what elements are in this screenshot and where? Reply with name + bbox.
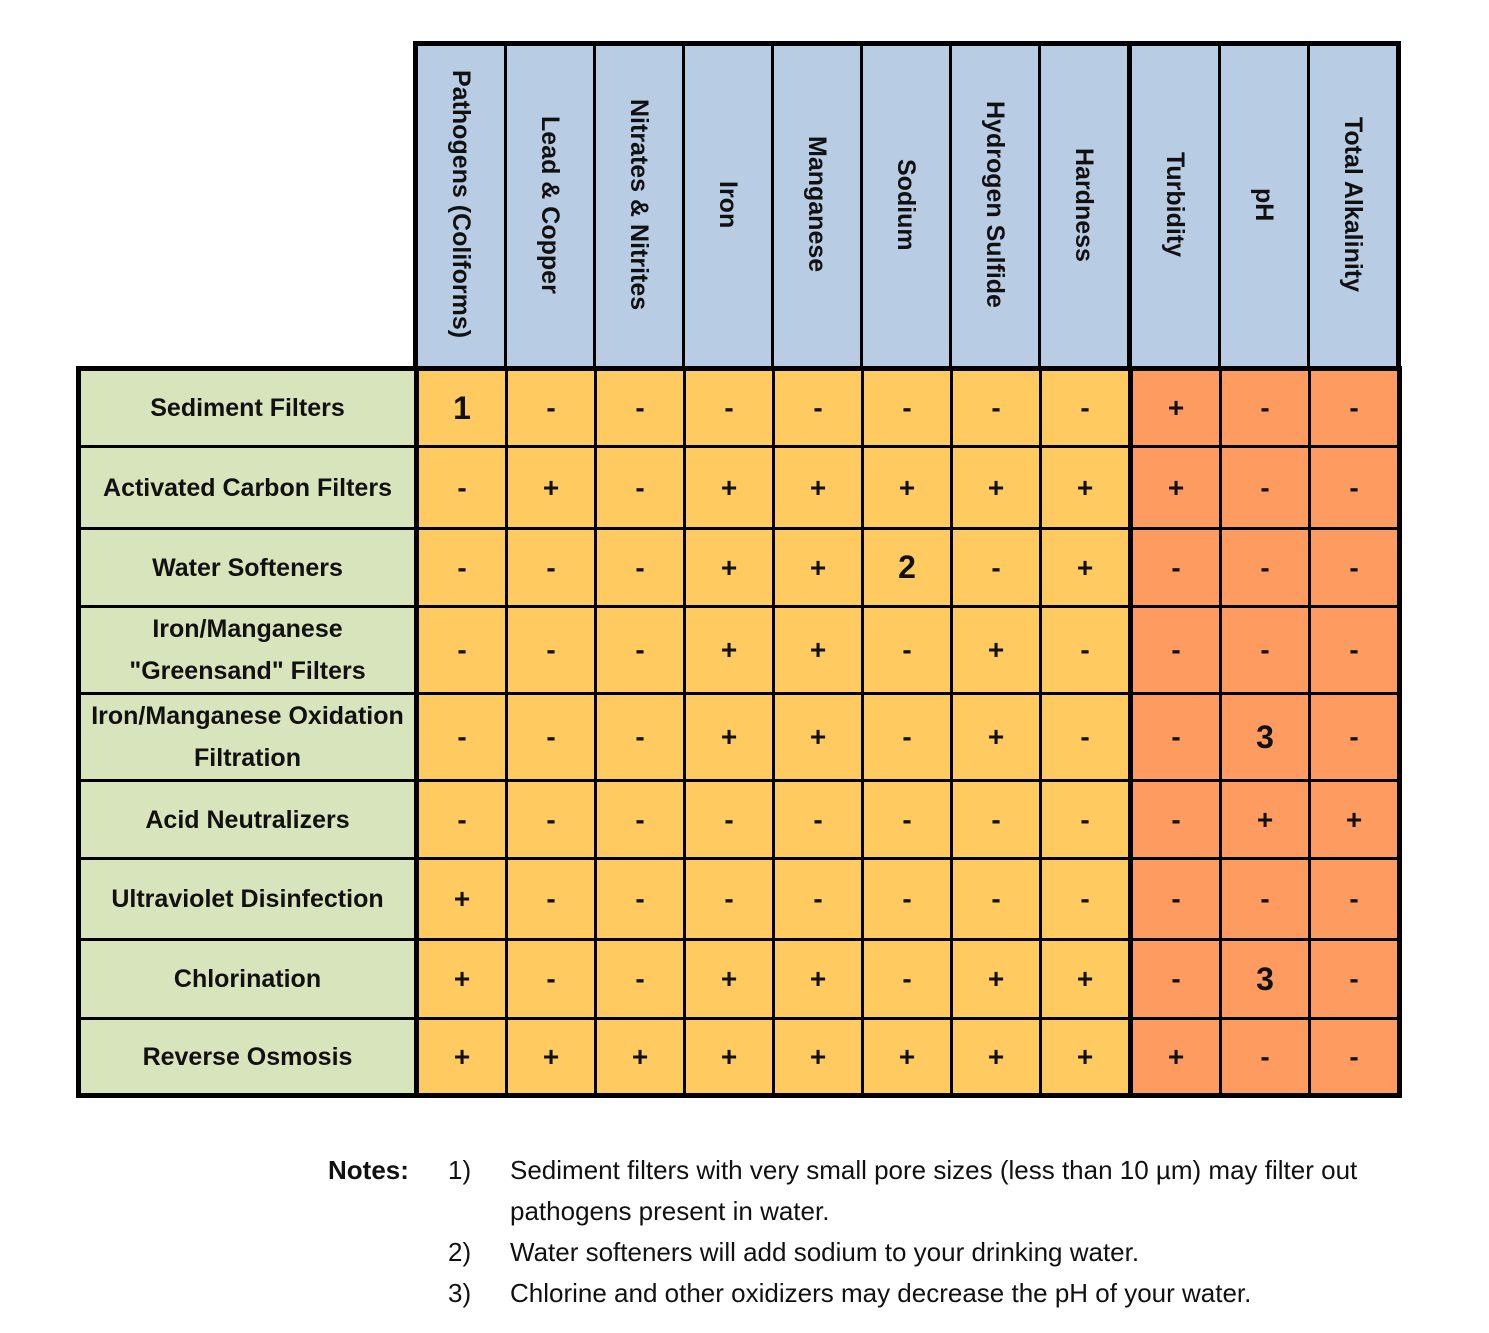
rating-cell: - xyxy=(774,781,863,859)
rating-cell: - xyxy=(1041,694,1131,781)
rating-cell: - xyxy=(507,529,596,607)
rating-cell: - xyxy=(1221,859,1310,940)
rating-cell: - xyxy=(1221,447,1310,529)
treatment-table xyxy=(76,366,1402,1098)
rating-cell: - xyxy=(1310,447,1400,529)
rating-cell: 3 xyxy=(1221,694,1310,781)
rating-cell: + xyxy=(1041,940,1131,1019)
rating-cell: + xyxy=(952,694,1041,781)
rating-cell: + xyxy=(1041,529,1131,607)
rating-cell: - xyxy=(507,859,596,940)
rating-cell: - xyxy=(596,781,685,859)
note-text: Chlorine and other oxidizers may decrease the pH of your water. xyxy=(510,1278,1252,1308)
rating-cell: + xyxy=(1041,1019,1131,1096)
column-header xyxy=(862,44,951,370)
column-header-label: Pathogens (Coliforms) xyxy=(447,70,475,339)
rating-cell: - xyxy=(952,781,1041,859)
rating-cell: - xyxy=(417,607,507,694)
rating-cell: - xyxy=(507,781,596,859)
column-header-label: pH xyxy=(1250,187,1278,222)
note-number: 3) xyxy=(448,1278,472,1308)
row-label: Iron/Manganese Oxidation Filtration xyxy=(79,694,417,781)
rating-cell: + xyxy=(685,447,774,529)
rating-cell: + xyxy=(685,940,774,1019)
rating-cell: + xyxy=(774,694,863,781)
table-row xyxy=(79,859,1400,940)
rating-cell: + xyxy=(952,940,1041,1019)
table-row xyxy=(79,694,1400,781)
rating-cell: - xyxy=(774,369,863,447)
rating-cell: - xyxy=(952,859,1041,940)
rating-cell: + xyxy=(952,1019,1041,1096)
rating-cell: - xyxy=(1041,781,1131,859)
rating-cell: + xyxy=(417,940,507,1019)
table-row xyxy=(79,529,1400,607)
row-label: Reverse Osmosis xyxy=(79,1019,417,1096)
row-label: Iron/Manganese "Greensand" Filters xyxy=(79,607,417,694)
rating-cell: - xyxy=(596,940,685,1019)
column-header-label: Hardness xyxy=(1070,147,1098,262)
rating-cell: + xyxy=(596,1019,685,1096)
rating-cell: - xyxy=(952,529,1041,607)
column-header xyxy=(1309,44,1399,370)
table-row xyxy=(79,369,1400,447)
rating-cell: - xyxy=(1310,940,1400,1019)
rating-cell: 3 xyxy=(1221,940,1310,1019)
notes-label: Notes: xyxy=(328,1155,409,1185)
rating-cell: + xyxy=(507,447,596,529)
column-header xyxy=(506,44,595,370)
rating-cell: + xyxy=(685,694,774,781)
rating-cell: - xyxy=(417,529,507,607)
rating-cell: + xyxy=(1131,369,1221,447)
rating-cell: - xyxy=(1310,529,1400,607)
rating-cell: + xyxy=(952,447,1041,529)
rating-cell: - xyxy=(685,369,774,447)
rating-cell: - xyxy=(1131,607,1221,694)
rating-cell: - xyxy=(417,781,507,859)
column-header xyxy=(1220,44,1309,370)
rating-cell: - xyxy=(863,940,952,1019)
rating-cell: - xyxy=(685,859,774,940)
table-row xyxy=(79,607,1400,694)
column-header xyxy=(951,44,1040,370)
rating-cell: - xyxy=(1310,369,1400,447)
rating-cell: - xyxy=(1221,369,1310,447)
rating-cell: - xyxy=(863,781,952,859)
column-header-label: Sodium xyxy=(892,158,920,251)
column-header-label: Iron xyxy=(714,180,742,229)
rating-cell: - xyxy=(1310,607,1400,694)
rating-cell: - xyxy=(952,369,1041,447)
rating-cell: + xyxy=(774,529,863,607)
rating-cell: - xyxy=(863,694,952,781)
column-header-label: Lead & Copper xyxy=(536,115,564,294)
column-header-label: Hydrogen Sulfide xyxy=(981,101,1009,308)
table-row xyxy=(79,447,1400,529)
table-row xyxy=(79,1019,1400,1096)
rating-cell: + xyxy=(774,1019,863,1096)
rating-cell: - xyxy=(1310,859,1400,940)
rating-cell: - xyxy=(1131,694,1221,781)
row-label: Water Softeners xyxy=(79,529,417,607)
column-header-label: Manganese xyxy=(803,136,831,273)
rating-cell: - xyxy=(1131,940,1221,1019)
rating-cell: 2 xyxy=(863,529,952,607)
rating-cell: - xyxy=(1310,1019,1400,1096)
column-header-row xyxy=(413,41,1401,371)
rating-cell: + xyxy=(1310,781,1400,859)
note-text: Sediment filters with very small pore sizes (less than 10 µm) may filter out pathogens present in water. xyxy=(510,1155,1358,1226)
column-header-label: Total Alkalinity xyxy=(1339,116,1367,293)
rating-cell: + xyxy=(774,607,863,694)
rating-cell: + xyxy=(863,447,952,529)
rating-cell: - xyxy=(863,859,952,940)
rating-cell: + xyxy=(417,859,507,940)
row-label: Sediment Filters xyxy=(79,369,417,447)
note-text: Water softeners will add sodium to your drinking water. xyxy=(510,1237,1140,1267)
row-label: Chlorination xyxy=(79,940,417,1019)
rating-cell: - xyxy=(596,447,685,529)
rating-cell: - xyxy=(1221,607,1310,694)
row-label: Activated Carbon Filters xyxy=(79,447,417,529)
row-label: Ultraviolet Disinfection xyxy=(79,859,417,940)
rating-cell: - xyxy=(417,694,507,781)
rating-cell: - xyxy=(596,859,685,940)
rating-cell: + xyxy=(685,1019,774,1096)
rating-cell: - xyxy=(507,940,596,1019)
rating-cell: - xyxy=(507,369,596,447)
rating-cell: - xyxy=(1041,369,1131,447)
rating-cell: - xyxy=(507,607,596,694)
rating-cell: - xyxy=(1310,694,1400,781)
rating-cell: - xyxy=(417,447,507,529)
row-label: Acid Neutralizers xyxy=(79,781,417,859)
column-header xyxy=(1130,44,1220,370)
rating-cell: + xyxy=(1041,447,1131,529)
note-number: 1) xyxy=(448,1155,472,1185)
rating-cell: + xyxy=(1221,781,1310,859)
column-header xyxy=(595,44,684,370)
rating-cell: - xyxy=(596,607,685,694)
rating-cell: - xyxy=(1041,859,1131,940)
rating-cell: + xyxy=(1131,1019,1221,1096)
rating-cell: - xyxy=(685,781,774,859)
table-row xyxy=(79,781,1400,859)
rating-cell: - xyxy=(1041,607,1131,694)
rating-cell: - xyxy=(1131,859,1221,940)
rating-cell: - xyxy=(596,529,685,607)
column-header xyxy=(684,44,773,370)
column-header xyxy=(416,44,506,370)
rating-cell: - xyxy=(863,369,952,447)
rating-cell: - xyxy=(1131,781,1221,859)
rating-cell: + xyxy=(685,529,774,607)
rating-cell: + xyxy=(774,447,863,529)
column-header-label: Nitrates & Nitrites xyxy=(625,98,653,311)
rating-cell: 1 xyxy=(417,369,507,447)
column-header-label: Turbidity xyxy=(1161,151,1189,258)
rating-cell: - xyxy=(1131,529,1221,607)
column-header xyxy=(773,44,862,370)
table-row xyxy=(79,940,1400,1019)
rating-cell: - xyxy=(507,694,596,781)
rating-cell: - xyxy=(1221,529,1310,607)
rating-cell: + xyxy=(1131,447,1221,529)
rating-cell: + xyxy=(774,940,863,1019)
rating-cell: - xyxy=(596,369,685,447)
rating-cell: - xyxy=(1221,1019,1310,1096)
rating-cell: + xyxy=(417,1019,507,1096)
note-number: 2) xyxy=(448,1237,472,1267)
rating-cell: - xyxy=(774,859,863,940)
rating-cell: - xyxy=(863,607,952,694)
column-header xyxy=(1040,44,1130,370)
rating-cell: + xyxy=(507,1019,596,1096)
rating-cell: + xyxy=(952,607,1041,694)
rating-cell: + xyxy=(863,1019,952,1096)
rating-cell: - xyxy=(596,694,685,781)
rating-cell: + xyxy=(685,607,774,694)
